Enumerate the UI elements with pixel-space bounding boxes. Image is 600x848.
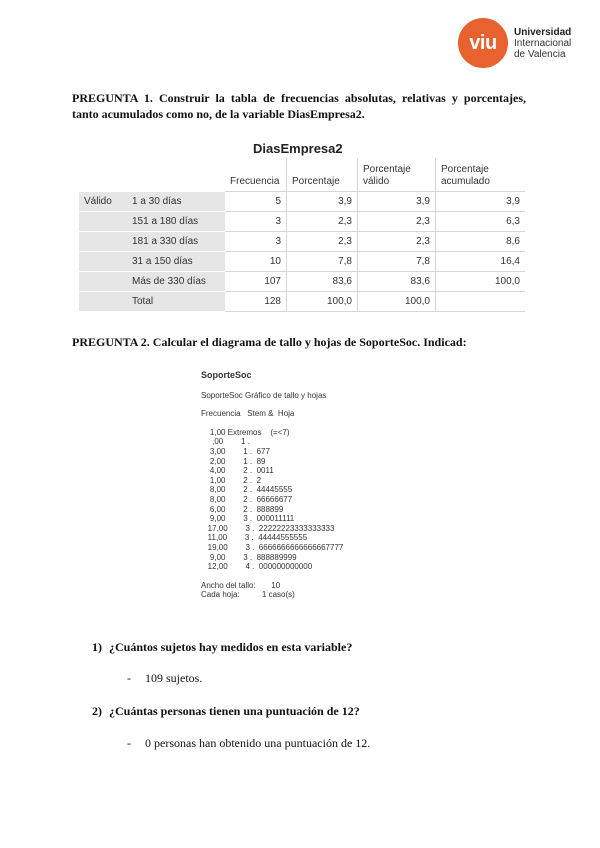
cell-frecuencia: 3 — [225, 212, 287, 232]
answer-2 — [127, 736, 370, 751]
group-label-empty — [79, 252, 127, 272]
stem-leaf-line: 9,00 3 . 000011111 — [201, 514, 295, 524]
question-1-line-1: PREGUNTA 1. Construir la tabla de frecuencias absolutas, relativas y porcentajes, — [72, 91, 526, 105]
row-label: 1 a 30 días — [127, 192, 225, 212]
row-label: 151 a 180 días — [127, 212, 225, 232]
row-label: Total — [127, 292, 225, 312]
group-label-empty — [79, 272, 127, 292]
table-row — [79, 232, 525, 252]
cell-porcentaje-acumulado: 8,6 — [436, 232, 526, 252]
header-porcentaje-valido: Porcentaje válido — [358, 158, 436, 192]
header-porcentaje-acumulado: Porcentaje acumulado — [436, 158, 526, 192]
header-blank — [79, 158, 127, 192]
stem-leaf-title: SoporteSoc — [201, 370, 252, 380]
cell-porcentaje-acumulado: 16,4 — [436, 252, 526, 272]
stem-leaf-line: 1,00 Extremos (=<7) — [201, 427, 290, 437]
stem-leaf-line: ,00 1 . — [201, 437, 250, 447]
answer-1 — [127, 671, 202, 686]
cell-frecuencia: 128 — [225, 292, 287, 312]
cell-porcentaje: 7,8 — [287, 252, 358, 272]
stem-leaf-line: 9,00 3 . 888889999 — [201, 552, 297, 562]
sub-question-2-text: ¿Cuántas personas tienen una puntuación de 12? — [109, 704, 360, 718]
sub-question-1-number: 1) — [92, 640, 102, 654]
answer-2-text: 0 personas han obtenido una puntuación de 12. — [145, 736, 371, 750]
stem-leaf-line: 1,00 2 . 2 — [201, 475, 262, 485]
cell-porcentaje-valido: 2,3 — [358, 232, 436, 252]
stem-leaf-line: 8,00 2 . 44445555 — [201, 485, 293, 495]
frequency-table — [79, 158, 525, 312]
cell-porcentaje: 83,6 — [287, 272, 358, 292]
each-leaf: Cada hoja: 1 caso(s) — [201, 590, 295, 600]
stem-leaf-line: 6,00 2 . 888899 — [201, 504, 284, 514]
table-row-total — [79, 292, 525, 312]
cell-porcentaje-valido: 7,8 — [358, 252, 436, 272]
sub-question-1 — [92, 640, 352, 655]
table-title: DiasEmpresa2 — [253, 141, 343, 156]
cell-porcentaje-acumulado: 6,3 — [436, 212, 526, 232]
answer-1-bullet: - — [127, 671, 131, 685]
cell-porcentaje-valido: 3,9 — [358, 192, 436, 212]
row-label: 181 a 330 días — [127, 232, 225, 252]
cell-porcentaje: 3,9 — [287, 192, 358, 212]
group-label-empty — [79, 232, 127, 252]
stem-leaf-line: 11,00 3 . 44444555555 — [201, 533, 308, 543]
cell-porcentaje-acumulado: 100,0 — [436, 272, 526, 292]
header-porcentaje: Porcentaje — [287, 158, 358, 192]
stem-leaf-line: 4,00 2 . 0011 — [201, 466, 274, 476]
logo-line-3: de Valencia — [514, 48, 566, 60]
cell-porcentaje: 2,3 — [287, 232, 358, 252]
table-row — [79, 212, 525, 232]
cell-porcentaje-acumulado: 3,9 — [436, 192, 526, 212]
cell-porcentaje-valido: 2,3 — [358, 212, 436, 232]
header-blank — [127, 158, 225, 192]
logo-line-2: Internacional — [514, 37, 572, 49]
cell-frecuencia: 107 — [225, 272, 287, 292]
stem-leaf-line: 19,00 3 . 6666666666666667777 — [201, 542, 344, 552]
table-row — [79, 272, 525, 292]
question-2: PREGUNTA 2. Calcular el diagrama de tallo y hojas de SoporteSoc. Indicad: — [72, 335, 467, 349]
stem-leaf-header: Frecuencia Stem & Hoja — [201, 409, 295, 419]
stem-leaf-line: 8,00 2 . 66666677 — [201, 494, 293, 504]
logo-wordmark — [514, 27, 571, 60]
cell-frecuencia: 3 — [225, 232, 287, 252]
row-label: 31 a 150 días — [127, 252, 225, 272]
sub-question-1-text: ¿Cuántos sujetos hay medidos en esta variable? — [109, 640, 353, 654]
stem-leaf-line: 17,00 3 . 22222223333333333 — [201, 523, 335, 533]
group-label-empty — [79, 212, 127, 232]
table-row — [79, 252, 525, 272]
cell-frecuencia: 5 — [225, 192, 287, 212]
university-logo — [458, 18, 571, 68]
group-label: Válido — [79, 192, 127, 212]
header-frecuencia: Frecuencia — [225, 158, 287, 192]
cell-porcentaje: 2,3 — [287, 212, 358, 232]
stem-leaf-subtitle: SoporteSoc Gráfico de tallo y hojas — [201, 390, 327, 400]
question-1 — [72, 90, 526, 122]
stem-leaf-output — [201, 371, 343, 600]
answer-1-text: 109 sujetos. — [145, 671, 203, 685]
row-label: Más de 330 días — [127, 272, 225, 292]
stem-leaf-line: 3,00 1 . 677 — [201, 446, 270, 456]
question-1-line-2: tanto acumulados como no, de la variable DiasEmpresa2. — [72, 107, 365, 121]
cell-porcentaje-acumulado — [436, 292, 526, 312]
viu-logo-mark: viu — [458, 18, 508, 68]
sub-question-2 — [92, 704, 360, 719]
cell-porcentaje-valido: 83,6 — [358, 272, 436, 292]
stem-leaf-line: 12,00 4 . 000000000000 — [201, 562, 313, 572]
table-header-row — [79, 158, 525, 192]
logo-line-1: Universidad — [514, 26, 572, 38]
table-row — [79, 192, 525, 212]
group-label-empty — [79, 292, 127, 312]
stem-leaf-line: 2,00 1 . 89 — [201, 456, 266, 466]
cell-porcentaje-valido: 100,0 — [358, 292, 436, 312]
sub-question-2-number: 2) — [92, 704, 102, 718]
answer-2-bullet: - — [127, 736, 131, 750]
cell-frecuencia: 10 — [225, 252, 287, 272]
cell-porcentaje: 100,0 — [287, 292, 358, 312]
stem-width: Ancho del tallo: 10 — [201, 580, 281, 590]
